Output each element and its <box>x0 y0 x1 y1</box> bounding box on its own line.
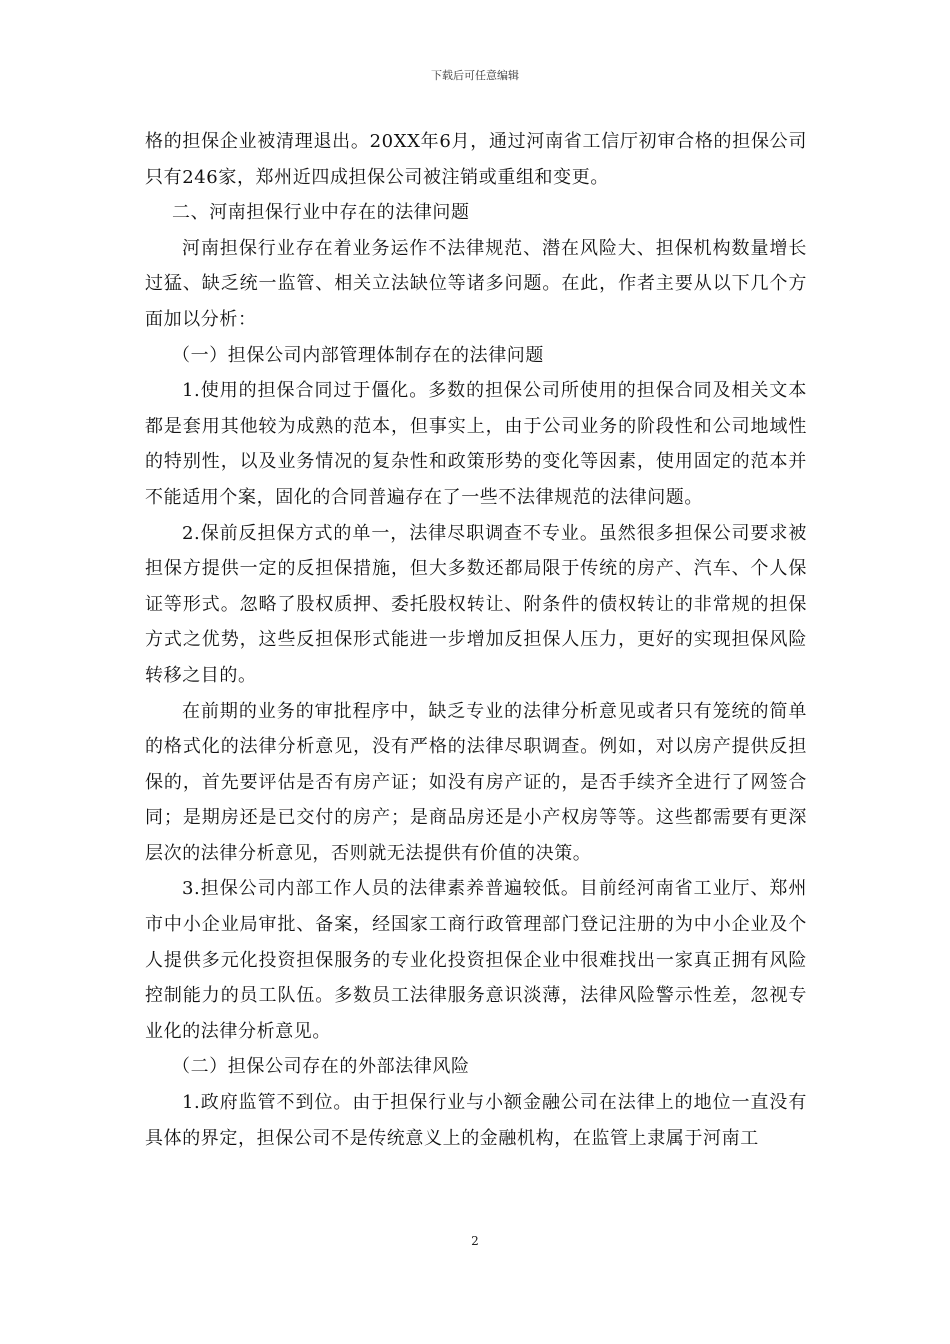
paragraph-item-3: 3.担保公司内部工作人员的法律素养普遍较低。目前经河南省工业厅、郑州市中小企业局审批、备案，经国家工商行政管理部门登记注册的为中小企业及个人提供多元化投资担保服务的专业化投资担保企业中很难找出一家真正拥有风险控制能力的员工队伍。多数员工法律服务意识淡薄，法律风险警示性差，忽视专业化的法律分析意见。 <box>145 878 807 1042</box>
page-number: 2 <box>471 1234 479 1248</box>
section-heading-2: 二、河南担保行业中存在的法律问题 <box>172 202 470 224</box>
page-header: 下载后可任意编辑 <box>431 69 519 82</box>
paragraph-intro: 河南担保行业存在着业务运作不法律规范、潜在风险大、担保机构数量增长过猛、缺乏统一监管、相关立法缺位等诸多问题。在此，作者主要从以下几个方面加以分析： <box>145 237 807 330</box>
document-body <box>145 124 807 1156</box>
subsection-heading-1: （一）担保公司内部管理体制存在的法律问题 <box>172 344 544 366</box>
paragraph-item-1: 1.使用的担保合同过于僵化。多数的担保公司所使用的担保合同及相关文本都是套用其他较为成熟的范本，但事实上，由于公司业务的阶段性和公司地域性的特别性，以及业务情况的复杂性和政策形势的变化等因素，使用固定的范本并不能适用个案，固化的合同普遍存在了一些不法律规范的法律问题。 <box>145 380 807 508</box>
paragraph-item-2: 2.保前反担保方式的单一，法律尽职调查不专业。虽然很多担保公司要求被担保方提供一定的反担保措施，但大多数还都局限于传统的房产、汽车、个人保证等形式。忽略了股权质押、委托股权转让、附条件的债权转让的非常规的担保方式之优势，这些反担保形式能进一步增加反担保人压力，更好的实现担保风险转移之目的。 <box>145 522 807 686</box>
paragraph-review: 在前期的业务的审批程序中，缺乏专业的法律分析意见或者只有笼统的简单的格式化的法律分析意见，没有严格的法律尽职调查。例如，对以房产提供反担保的，首先要评估是否有房产证；如没有房产证的，是否手续齐全进行了网签合同；是期房还是已交付的房产；是商品房还是小产权房等等。这些都需要有更深层次的法律分析意见，否则就无法提供有价值的决策。 <box>145 700 807 864</box>
paragraph-continuation: 格的担保企业被清理退出。20XX年6月，通过河南省工信厅初审合格的担保公司只有246家，郑州近四成担保公司被注销或重组和变更。 <box>145 131 807 188</box>
subsection-heading-2: （二）担保公司存在的外部法律风险 <box>172 1056 470 1078</box>
paragraph-external-1: 1.政府监管不到位。由于担保行业与小额金融公司在法律上的地位一直没有具体的界定，担保公司不是传统意义上的金融机构，在监管上隶属于河南工 <box>145 1092 807 1149</box>
